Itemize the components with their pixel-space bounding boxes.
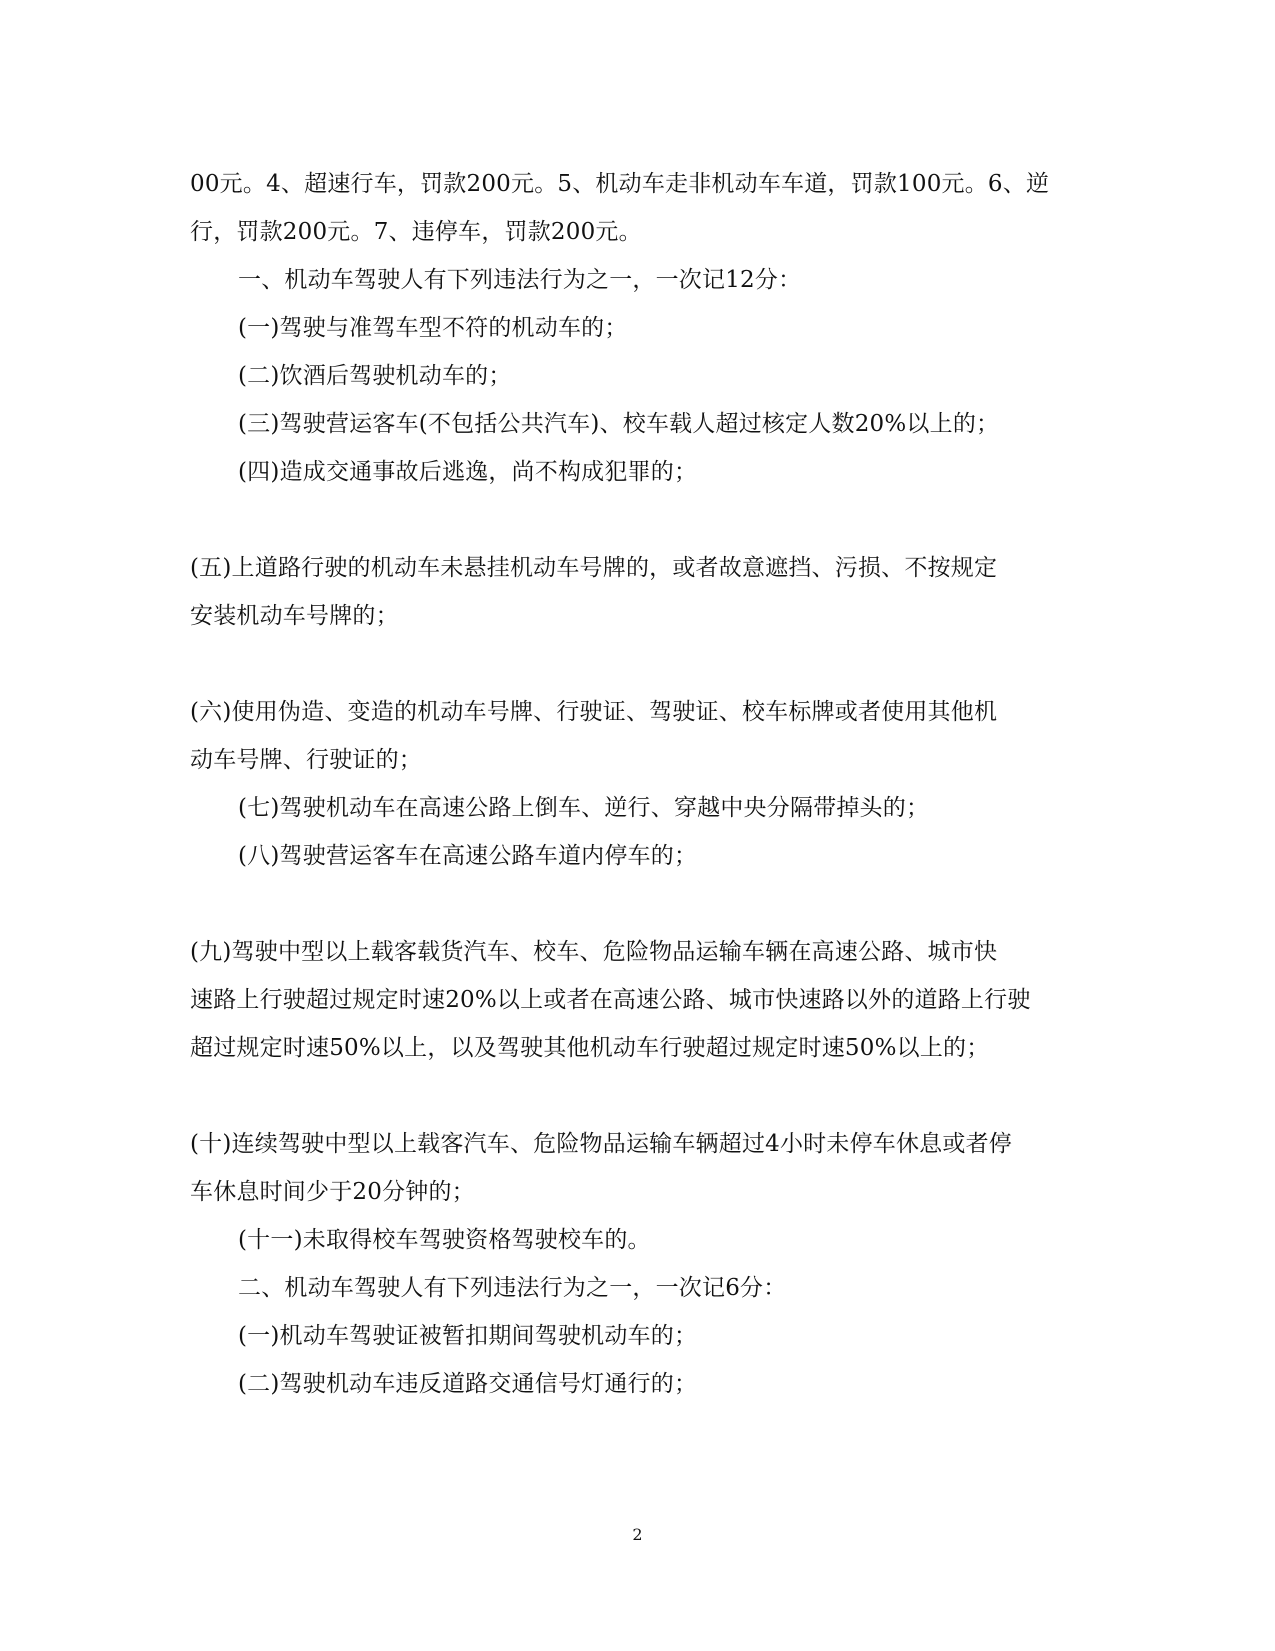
list-item: (八)驾驶营运客车在高速公路车道内停车的； (238, 843, 698, 869)
list-item-continuation: 速路上行驶超过规定时速20%以上或者在高速公路、城市快速路以外的道路上行驶 (190, 987, 1031, 1013)
paragraph-gap (190, 880, 1080, 928)
list-item: (一)机动车驾驶证被暂扣期间驾驶机动车的； (238, 1323, 698, 1349)
list-item: (三)驾驶营运客车(不包括公共汽车)、校车载人超过核定人数20%以上的； (238, 411, 1000, 437)
paragraph-gap (190, 1072, 1080, 1120)
list-item: (二)驾驶机动车违反道路交通信号灯通行的； (238, 1371, 698, 1397)
list-item: (十一)未取得校车驾驶资格驾驶校车的。 (238, 1227, 651, 1253)
section-heading: 二、机动车驾驶人有下列违法行为之一，一次记6分： (238, 1275, 787, 1301)
list-item: (九)驾驶中型以上载客载货汽车、校车、危险物品运输车辆在高速公路、城市快 (190, 939, 998, 965)
list-item: (一)驾驶与准驾车型不符的机动车的； (238, 315, 628, 341)
section-heading: 一、机动车驾驶人有下列违法行为之一，一次记12分： (238, 267, 802, 293)
paragraph-gap (190, 496, 1080, 544)
list-item: (十)连续驾驶中型以上载客汽车、危险物品运输车辆超过4小时未停车休息或者停 (190, 1131, 1012, 1157)
paragraph-gap (190, 640, 1080, 688)
list-item: (五)上道路行驶的机动车未悬挂机动车号牌的，或者故意遮挡、污损、不按规定 (190, 555, 998, 581)
list-item: (七)驾驶机动车在高速公路上倒车、逆行、穿越中央分隔带掉头的； (238, 795, 930, 821)
text-line: 行，罚款200元。7、违停车，罚款200元。 (190, 219, 642, 245)
list-item: (二)饮酒后驾驶机动车的； (238, 363, 512, 389)
list-item: (六)使用伪造、变造的机动车号牌、行驶证、驾驶证、校车标牌或者使用其他机 (190, 699, 998, 725)
list-item-continuation: 车休息时间少于20分钟的； (190, 1179, 475, 1205)
text-line: 00元。4、超速行车，罚款200元。5、机动车走非机动车车道，罚款100元。6、逆 (190, 171, 1050, 197)
list-item-continuation: 超过规定时速50%以上，以及驾驶其他机动车行驶超过规定时速50%以上的； (190, 1035, 990, 1061)
page-number: 2 (632, 1525, 643, 1544)
list-item: (四)造成交通事故后逃逸，尚不构成犯罪的； (238, 459, 698, 485)
list-item-continuation: 动车号牌、行驶证的； (190, 747, 422, 773)
document-body (190, 160, 1080, 1408)
list-item-continuation: 安装机动车号牌的； (190, 603, 399, 629)
